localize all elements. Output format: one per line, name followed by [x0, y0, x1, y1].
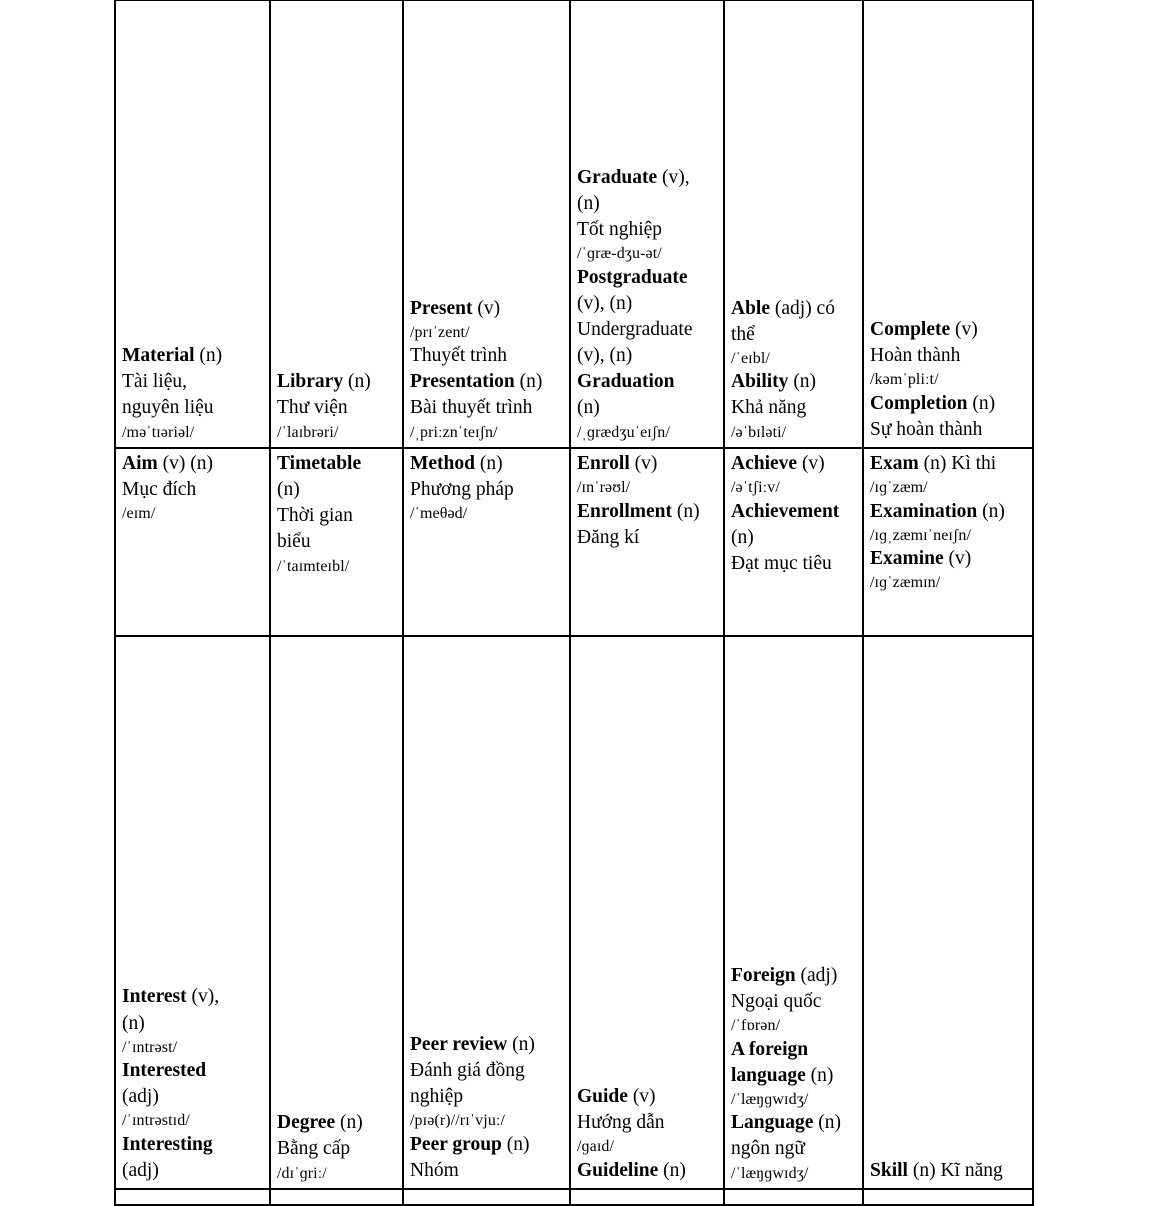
word-pos: (v), (n) [577, 292, 633, 314]
vocab-cell-complete [863, 0, 1033, 448]
word-term: Interest [122, 986, 187, 1008]
word-ipa: /ˈmeθəd/ [410, 505, 468, 523]
word-pos: (n) [658, 1159, 686, 1181]
vocab-cell-library [270, 0, 403, 448]
vocab-cell-empty [570, 1189, 724, 1205]
word-pos: (n) [977, 500, 1005, 522]
word-pos: (v) [472, 297, 501, 319]
word-meaning: thể [731, 323, 755, 345]
word-pos: (n) [514, 371, 543, 393]
vocab-cell-able [724, 0, 863, 448]
word-ipa: /ɪnˈrəʊl/ [577, 479, 631, 497]
vocab-cell-achieve [724, 448, 863, 636]
word-ipa: /ˈɡræ-dʒu-ət/ [577, 245, 662, 263]
word-pos: (v) [943, 548, 972, 570]
word-pos: (n) [507, 1033, 535, 1055]
word-pos: (n) [577, 397, 600, 419]
word-pos: (adj) [122, 1159, 159, 1181]
word-pos: (n) [343, 371, 371, 393]
word-term: Completion [870, 392, 968, 414]
word-term-plain: Undergraduate [577, 319, 693, 341]
word-meaning: Thuyết trình [410, 345, 507, 367]
vocab-cell-guide [570, 636, 724, 1189]
word-term: Interesting [122, 1133, 213, 1155]
vocab-cell-exam [863, 448, 1033, 636]
word-meaning-cont: nghiệp [410, 1086, 464, 1108]
vocab-cell-empty [115, 1189, 270, 1205]
vocab-cell-timetable [270, 448, 403, 636]
word-term: Achievement [731, 500, 840, 522]
word-pos: (n) [671, 500, 700, 522]
word-pos: (v), (n) [577, 345, 633, 367]
vocab-cell-empty [863, 1189, 1033, 1205]
word-meaning: Hướng dẫn [577, 1112, 665, 1134]
vocab-cell-graduate [570, 0, 724, 448]
vocab-cell-interest [115, 636, 270, 1189]
word-meaning: Bằng cấp [277, 1138, 351, 1160]
word-meaning: ngôn ngữ [731, 1138, 805, 1160]
word-meaning: Thư viện [277, 397, 348, 419]
word-ipa: /əˈtʃiːv/ [731, 479, 780, 497]
word-ipa: /ˈfɒrən/ [731, 1017, 781, 1035]
word-term: Material [122, 345, 195, 367]
word-term: Presentation [410, 371, 515, 393]
word-pos: (n) [967, 392, 996, 414]
word-ipa: /ˈɪntrəstɪd/ [122, 1112, 190, 1130]
vocab-cell-skill [863, 636, 1033, 1189]
word-ipa: /kəmˈpliːt/ [870, 371, 939, 389]
word-meaning: Nhóm [410, 1159, 459, 1181]
word-pos: (adj) [795, 964, 838, 986]
word-term: Interested [122, 1060, 207, 1082]
word-ipa: /ˌpriːznˈteɪʃn/ [410, 423, 498, 441]
word-pos: (adj) có [770, 297, 835, 319]
word-meaning: Mục đích [122, 479, 197, 501]
word-pos: (n) [501, 1133, 530, 1155]
word-term: Enroll [577, 453, 630, 474]
word-meaning: Tốt nghiệp [577, 219, 663, 241]
word-meaning: Đăng kí [577, 526, 640, 548]
word-ipa: /dɪˈɡriː/ [277, 1164, 327, 1182]
word-ipa: /ɪɡˌzæmɪˈneɪʃn/ [870, 526, 972, 544]
word-term: Graduation [577, 371, 675, 393]
vocab-cell-empty [724, 1189, 863, 1205]
word-term: Skill [870, 1159, 908, 1181]
word-meaning: Hoàn thành [870, 345, 961, 367]
word-pos: (n) Kì thi [918, 453, 997, 474]
word-ipa: /ɪɡˈzæm/ [870, 479, 928, 497]
vocab-cell-present [403, 0, 570, 448]
word-meaning: Sự hoàn thành [870, 418, 983, 440]
word-term: Language [731, 1112, 814, 1134]
word-ipa: /ˌɡrædʒuˈeɪʃn/ [577, 423, 670, 441]
word-meaning: Bài thuyết trình [410, 397, 533, 419]
word-term: Examine [870, 548, 944, 570]
vocab-cell-peer-review [403, 636, 570, 1189]
word-term: Degree [277, 1112, 336, 1134]
word-ipa: /ˈɪntrəst/ [122, 1038, 178, 1056]
vocabulary-table [114, 0, 1034, 1206]
table-row-partial [115, 1189, 1033, 1205]
word-pos: (n) [475, 453, 503, 474]
word-term-cont: language [731, 1064, 806, 1086]
word-ipa: /eɪm/ [122, 505, 156, 523]
word-pos: (n) [731, 526, 754, 548]
word-term: Library [277, 371, 344, 393]
word-term: Enrollment [577, 500, 672, 522]
word-meaning: Tài liệu, [122, 371, 187, 393]
word-pos: (n) [277, 479, 300, 501]
word-ipa: /ˈlaɪbrəri/ [277, 423, 339, 441]
word-term: Able [731, 297, 770, 319]
vocab-cell-aim [115, 448, 270, 636]
word-term: Exam [870, 453, 919, 474]
word-ipa: /ɡaɪd/ [577, 1138, 615, 1156]
word-meaning-cont: nguyên liệu [122, 397, 214, 419]
word-ipa: /ˈtaɪmteɪbl/ [277, 557, 350, 575]
word-pos: (n) [194, 345, 223, 367]
word-pos: (v) [950, 319, 978, 341]
word-term: Guideline [577, 1159, 659, 1181]
word-ipa: /prɪˈzent/ [410, 323, 470, 341]
word-pos: (n) [805, 1064, 834, 1086]
word-pos-cont: (n) [122, 1012, 145, 1034]
word-meaning: Ngoại quốc [731, 991, 822, 1013]
word-meaning: Đánh giá đồng [410, 1060, 525, 1082]
word-pos: (adj) [122, 1086, 159, 1108]
vocab-cell-empty [270, 1189, 403, 1205]
word-term: Peer group [410, 1133, 502, 1155]
word-pos: (v) (n) [157, 453, 213, 474]
table-row [115, 636, 1033, 1189]
word-term: Foreign [731, 964, 796, 986]
word-term: Present [410, 297, 473, 319]
vocab-cell-enroll [570, 448, 724, 636]
word-meaning: Khả năng [731, 397, 807, 419]
word-term: Graduate [577, 167, 658, 188]
word-term: Timetable [277, 453, 362, 474]
word-pos: (v), [186, 986, 220, 1008]
word-pos: (n) [335, 1112, 363, 1134]
word-term: Guide [577, 1086, 628, 1108]
table-row [115, 448, 1033, 636]
word-term: Postgraduate [577, 266, 688, 288]
vocab-cell-foreign [724, 636, 863, 1189]
word-term: Ability [731, 371, 789, 393]
vocab-cell-method [403, 448, 570, 636]
word-pos: (v) [797, 453, 825, 474]
word-term: Achieve [731, 453, 798, 474]
word-meaning: Phương pháp [410, 479, 514, 501]
word-ipa: /ˈlæŋɡwɪdʒ/ [731, 1090, 809, 1108]
word-ipa: /ˈeɪbl/ [731, 349, 770, 367]
word-meaning: Thời gian [277, 505, 353, 527]
word-term: Complete [870, 319, 951, 341]
word-meaning-cont: biểu [277, 531, 311, 553]
word-ipa: /ˈlæŋɡwɪdʒ/ [731, 1164, 809, 1182]
word-term: A foreign [731, 1038, 809, 1060]
word-ipa: /ɪɡˈzæmɪn/ [870, 574, 941, 592]
word-pos: (n) [813, 1112, 841, 1134]
word-term: Peer review [410, 1033, 508, 1055]
vocab-cell-material [115, 0, 270, 448]
word-ipa: /məˈtɪəriəl/ [122, 423, 195, 441]
word-term: Examination [870, 500, 978, 522]
word-pos: (v) [629, 453, 658, 474]
word-term: Method [410, 453, 475, 474]
word-pos-cont: (n) [577, 193, 600, 215]
word-pos: (n) Kĩ năng [907, 1159, 1003, 1181]
vocab-cell-degree [270, 636, 403, 1189]
word-pos: (v) [627, 1086, 656, 1108]
word-meaning: Đạt mục tiêu [731, 552, 832, 574]
table-row [115, 0, 1033, 448]
word-ipa: /pɪə(r)//rɪˈvjuː/ [410, 1112, 506, 1130]
word-pos: (v), [657, 167, 690, 188]
word-term: Aim [122, 453, 158, 474]
word-ipa: /əˈbɪləti/ [731, 423, 787, 441]
word-pos: (n) [788, 371, 817, 393]
vocab-cell-empty [403, 1189, 570, 1205]
